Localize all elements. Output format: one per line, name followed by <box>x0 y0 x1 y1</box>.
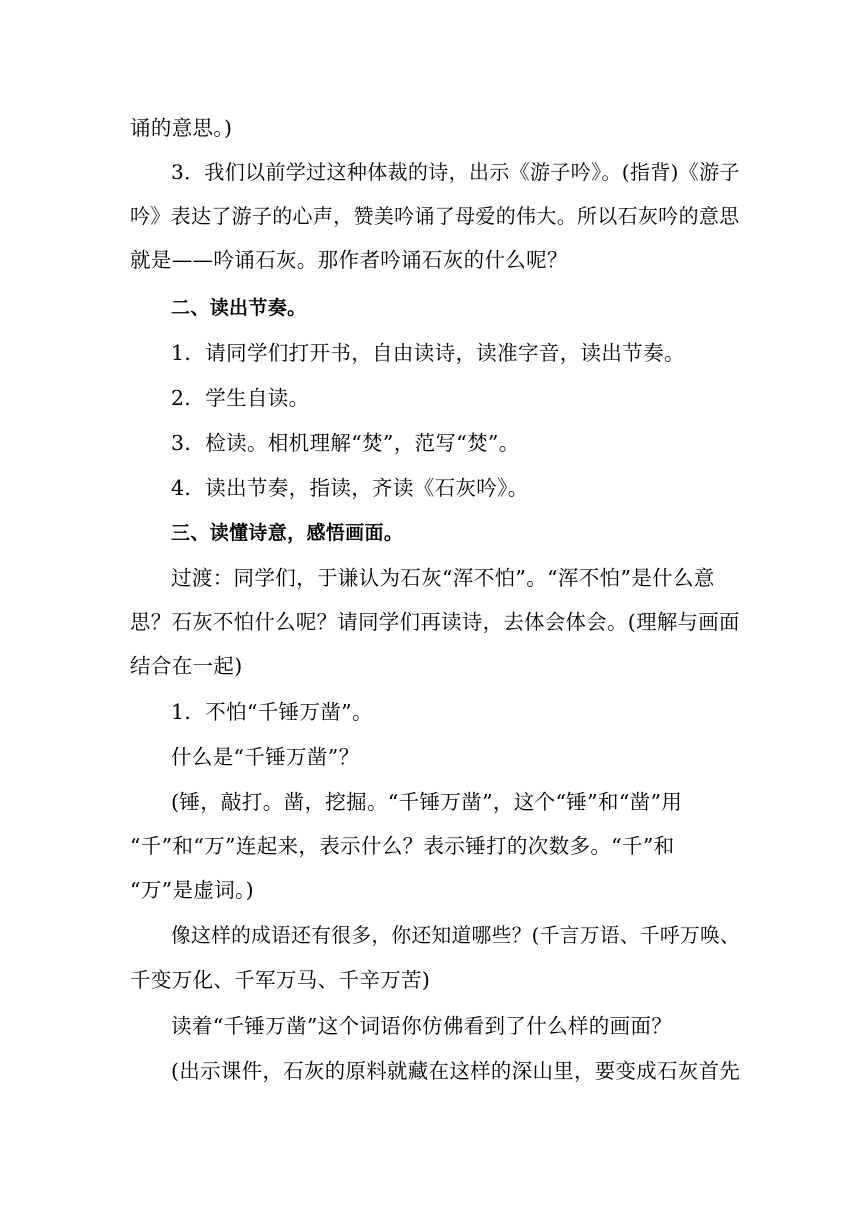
line-text: 1．请同学们打开书，自由读诗，读准字音，读出节奏。 <box>171 341 685 365</box>
line-text: (出示课件，石灰的原料就藏在这样的深山里，要变成石灰首先 <box>171 1059 741 1083</box>
line-text: 诵的意思。) <box>130 116 233 140</box>
text-line <box>0 742 860 772</box>
heading-text: 三、读懂诗意，感悟画面。 <box>171 522 404 544</box>
text-line <box>0 697 860 727</box>
text-line <box>0 338 860 368</box>
text-line <box>0 607 860 637</box>
line-text: 读着“千锤万凿”这个词语你仿佛看到了什么样的画面？ <box>171 1014 673 1038</box>
text-line <box>0 113 860 143</box>
line-text: 吟》表达了游子的心声，赞美吟诵了母爱的伟大。所以石灰吟的意思 <box>130 204 740 228</box>
text-line <box>0 383 860 413</box>
text-line <box>0 245 860 275</box>
text-line <box>0 787 860 817</box>
section-heading <box>0 518 860 548</box>
line-text: 思？石灰不怕什么呢？请同学们再读诗，去体会体会。(理解与画面 <box>130 610 740 634</box>
text-line <box>0 921 860 951</box>
text-line <box>0 965 860 995</box>
text-line <box>0 201 860 231</box>
line-text: 过渡：同学们，于谦认为石灰“浑不怕”。“浑不怕”是什么意 <box>171 566 715 590</box>
line-text: 就是——吟诵石灰。那作者吟诵石灰的什么呢？ <box>130 248 568 272</box>
line-text: 3．我们以前学过这种体裁的诗，出示《游子吟》。(指背)《游子 <box>171 160 740 184</box>
line-text: (锤，敲打。凿，挖掘。“千锤万凿”，这个“锤”和“凿”用 <box>171 790 683 814</box>
text-line <box>0 473 860 503</box>
line-text: 4．读出节奏，指读，齐读《石灰吟》。 <box>171 476 529 500</box>
heading-text: 二、读出节奏。 <box>171 297 307 319</box>
line-text: 千变万化、千军万马、千辛万苦) <box>130 968 431 992</box>
text-line <box>0 1056 860 1086</box>
line-text: “万”是虚词。) <box>130 878 255 902</box>
line-text: 1．不怕“千锤万凿”。 <box>171 700 373 724</box>
line-text: 什么是“千锤万凿”？ <box>171 745 360 769</box>
text-line <box>0 651 860 681</box>
text-line <box>0 157 860 187</box>
line-text: “千”和“万”连起来，表示什么？表示锤打的次数多。“千”和 <box>130 834 675 858</box>
line-text: 2．学生自读。 <box>171 386 310 410</box>
text-line <box>0 428 860 458</box>
text-line <box>0 563 860 593</box>
line-text: 3．检读。相机理解“焚”，范写“焚”。 <box>171 431 520 455</box>
section-heading <box>0 293 860 323</box>
text-line <box>0 831 860 861</box>
line-text: 像这样的成语还有很多，你还知道哪些？(千言万语、千呼万唤、 <box>171 924 741 947</box>
line-text: 结合在一起) <box>130 654 243 678</box>
text-line <box>0 875 860 905</box>
text-line <box>0 1011 860 1041</box>
